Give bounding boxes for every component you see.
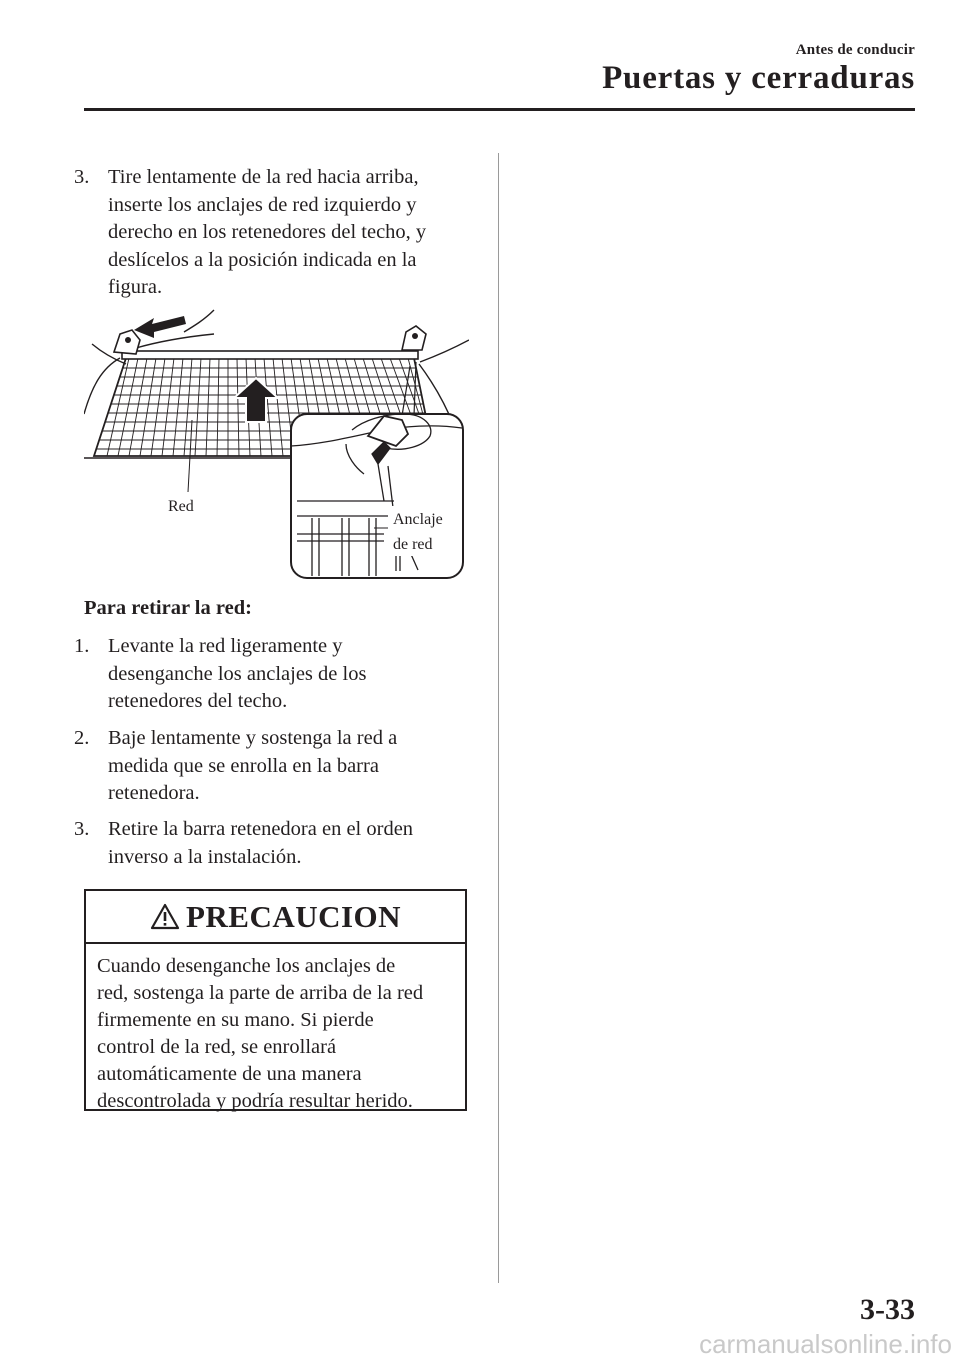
step-line: medida que se enrolla en la barra [108,754,379,777]
step-number: 2. [74,727,90,749]
step-line: retenedores del techo. [108,690,288,712]
caution-line: automáticamente de una manera [97,1063,362,1085]
caution-line: control de la red, se enrollará [97,1036,337,1058]
top-bar [122,351,418,359]
net-label: Red [168,498,194,515]
slide-arrow-icon [134,316,186,338]
step-line: retenedora. [108,782,200,804]
step-line: Baje lentamente y sostenga la red a [108,727,398,749]
removal-step-1 [74,633,484,716]
caution-title: PRECAUCION [185,898,402,934]
warning-triangle-icon [150,903,180,930]
page-title: Puertas y cerraduras [602,60,915,96]
anchor-label-line2: de red [393,536,433,553]
caution-line: descontrolada y podría resultar herido. [97,1090,413,1112]
step-number: 3. [74,818,90,840]
cargo-net-illustration [84,296,469,584]
step-number: 3. [74,166,90,188]
column-divider [498,153,499,1283]
pull-up-arrow-icon [234,378,278,422]
removal-heading: Para retirar la red: [84,597,252,619]
step-line: desenganche los anclajes de los [108,662,367,685]
caution-header [86,891,465,944]
step-number: 1. [74,635,90,657]
section-label: Antes de conducir [795,42,915,58]
anchor-label-line1: Anclaje [393,511,443,528]
watermark: carmanualsonline.info [699,1329,952,1359]
removal-step-2 [74,725,484,808]
caution-box [84,889,467,1111]
caution-line: Cuando desenganche los anclajes de [97,955,396,977]
removal-step-3 [74,816,484,871]
step-line: inverso a la instalación. [108,845,302,868]
step-line: figura. [108,276,163,298]
caution-line: firmemente en su mano. Si pierde [97,1009,374,1031]
caution-line: red, sostenga la parte de arriba de la red [97,982,424,1004]
header-rule [84,108,915,111]
page-number: 3-33 [860,1293,915,1326]
step-line: Retire la barra retenedora en el orden [108,818,414,840]
step-line: derecho en los retenedores del techo, y [108,221,427,243]
step-line: Tire lentamente de la red hacia arriba, [108,166,419,188]
install-step [74,164,484,302]
step-line: deslícelos a la posición indicada en la [108,248,417,271]
step-line: Levante la red ligeramente y [108,635,343,657]
caution-text [86,944,465,1115]
step-line: inserte los anclajes de red izquierdo y [108,193,417,216]
